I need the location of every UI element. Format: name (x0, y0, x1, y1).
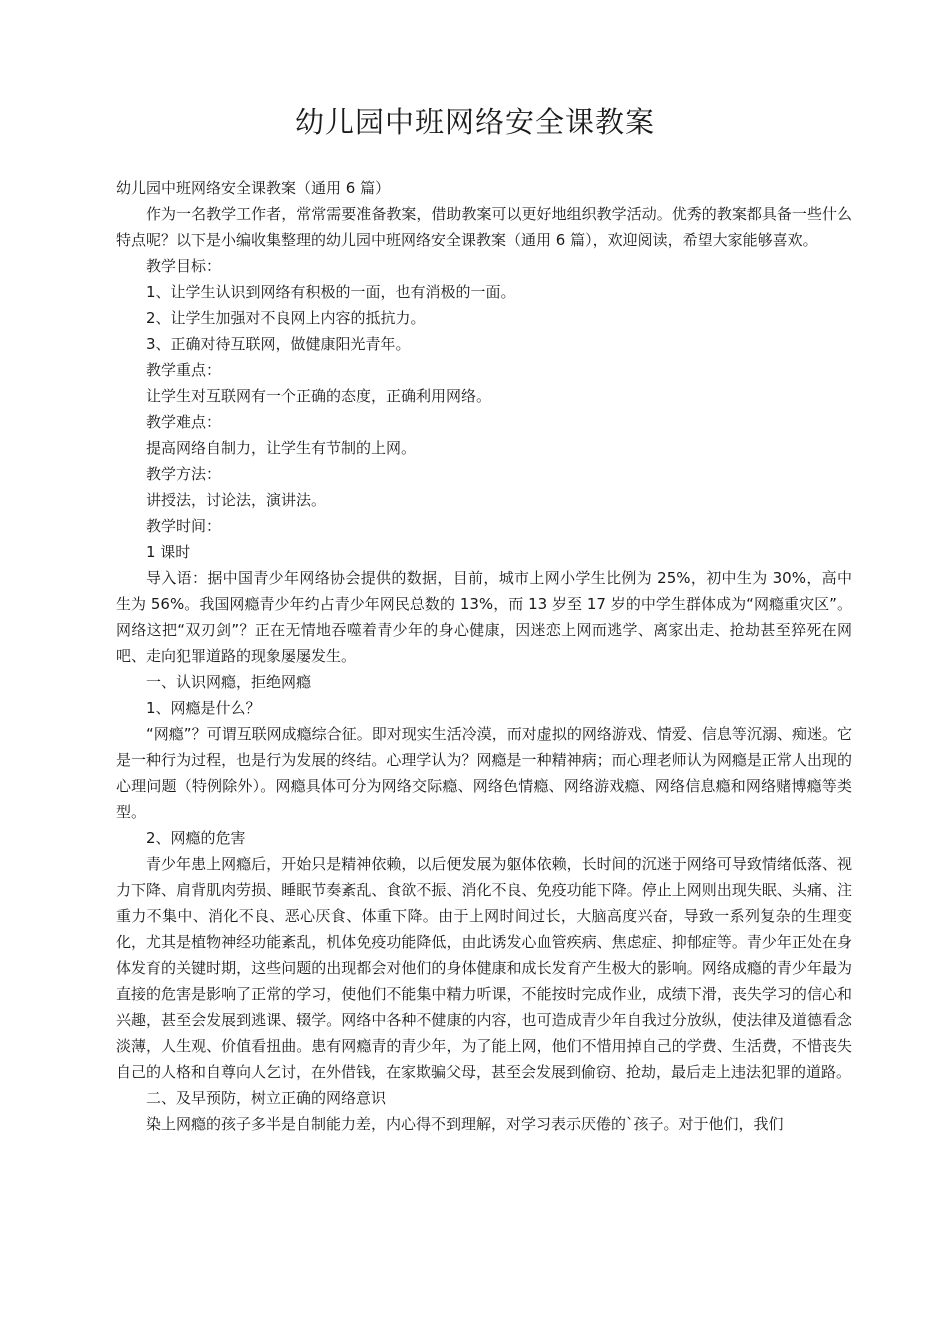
paragraph: 教学难点： (146, 413, 222, 431)
paragraph: 3、正确对待互联网，做健康阳光青年。 (146, 335, 411, 353)
paragraph: 作为一名教学工作者，常常需要准备教案，借助教案可以更好地组织教学活动。优秀的教案都具备一些什么特点呢？以下是小编收集整理的幼儿园中班网络安全课教案（通用 6 篇），欢迎阅读，希望大家能够喜欢。 (116, 205, 852, 249)
paragraph: 教学方法： (146, 465, 222, 483)
paragraph: 提高网络自制力，让学生有节制的上网。 (146, 439, 417, 457)
paragraph: 1、让学生认识到网络有积极的一面，也有消极的一面。 (146, 283, 516, 301)
paragraph: 二、及早预防，树立正确的网络意识 (146, 1089, 387, 1107)
paragraph: 2、网瘾的危害 (146, 829, 246, 847)
paragraph: 一、认识网瘾，拒绝网瘾 (146, 673, 312, 691)
paragraph: 讲授法，讨论法，演讲法。 (146, 491, 327, 509)
document-body (116, 175, 852, 1137)
paragraph: 教学目标： (146, 257, 222, 275)
paragraph: 2、让学生加强对不良网上内容的抵抗力。 (146, 309, 426, 327)
paragraph: 1 课时 (146, 543, 191, 561)
paragraph: 导入语：据中国青少年网络协会提供的数据，目前，城市上网小学生比例为 25%，初中生为 30%，高中生为 56%。我国网瘾青少年约占青少年网民总数的 13%，而 13 岁至 17 岁的中学生群体成为“网瘾重灾区”。网络这把“双刃剑”？正在无情地吞噬着青少年的身心健康，因迷恋上网而逃学、离家出走、抢劫甚至猝死在网吧、走向犯罪道路的现象屡屡发生。 (116, 569, 852, 665)
paragraph: 教学时间： (146, 517, 222, 535)
paragraph: 让学生对互联网有一个正确的态度，正确利用网络。 (146, 387, 492, 405)
paragraph: 染上网瘾的孩子多半是自制能力差，内心得不到理解，对学习表示厌倦的`孩子。对于他们，我们 (146, 1115, 784, 1133)
document-title: 幼儿园中班网络安全课教案 (294, 105, 655, 139)
paragraph: “网瘾”？可谓互联网成瘾综合征。即对现实生活冷漠，而对虚拟的网络游戏、情爱、信息等沉溺、痴迷。它是一种行为过程，也是行为发展的终结。心理学认为？网瘾是一种精神病；而心理老师认为网瘾是正常人出现的心理问题（特例除外）。网瘾具体可分为网络交际瘾、网络色情瘾、网络游戏瘾、网络信息瘾和网络赌博瘾等类型。 (116, 725, 853, 821)
paragraph: 1、网瘾是什么？ (146, 699, 261, 717)
paragraph: 教学重点： (146, 361, 222, 379)
paragraph: 青少年患上网瘾后，开始只是精神依赖，以后便发展为躯体依赖，长时间的沉迷于网络可导致情绪低落、视力下降、肩背肌肉劳损、睡眠节奏紊乱、食欲不振、消化不良、免疫功能下降。停止上网则出现失眠、头痛、注重力不集中、消化不良、恶心厌食、体重下降。由于上网时间过长，大脑高度兴奋，导致一系列复杂的生理变化，尤其是植物神经功能紊乱，机体免疫功能降低，由此诱发心血管疾病、焦虑症、抑郁症等。青少年正处在身体发育的关键时期，这些问题的出现都会对他们的身体健康和成长发育产生极大的影响。网络成瘾的青少年最为直接的危害是影响了正常的学习，使他们不能集中精力听课，不能按时完成作业，成绩下滑，丧失学习的信心和兴趣，甚至会发展到逃课、辍学。网络中各种不健康的内容，也可造成青少年自我过分放纵，使法律及道德看念淡薄，人生观、价值看扭曲。患有网瘾青的青少年，为了能上网，他们不惜用掉自己的学费、生活费，不惜丧失自己的人格和自尊向人乞讨，在外借钱，在家欺骗父母，甚至会发展到偷窃、抢劫，最后走上违法犯罪的道路。 (116, 855, 852, 1081)
paragraph: 幼儿园中班网络安全课教案（通用 6 篇） (116, 179, 391, 197)
